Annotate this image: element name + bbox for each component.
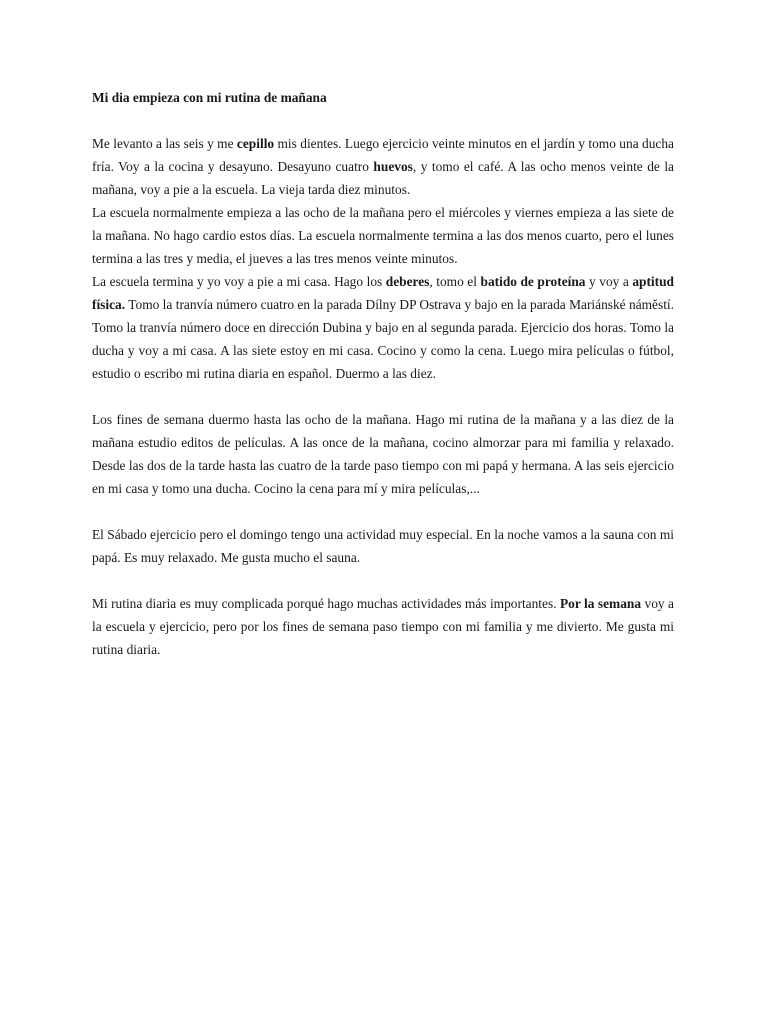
text-run: , y tomo el café. A las ocho menos veinte de la mañana, voy a pie a la escuela. La vieja tarda diez minutos. — [92, 159, 674, 197]
bold-word: huevos — [373, 159, 413, 174]
paragraph-gap — [92, 569, 674, 592]
bold-word: Por la semana — [559, 596, 642, 611]
text-run: voy a la escuela y ejercicio, pero por los fines de semana paso tiempo con mi familia y me divierto. Me gusta mi rutina diaria. — [92, 596, 674, 657]
paragraph-morning — [92, 132, 674, 201]
text-run: La escuela termina y yo voy a pie a mi casa. Hago los — [92, 274, 386, 289]
paragraph-gap — [92, 385, 674, 408]
text-run: mis dientes. Luego ejercicio veinte minutos en el jardín y tomo una ducha fría. Voy a la cocina y desayuno. Desayuno cuatro — [92, 136, 674, 174]
document-body — [92, 86, 674, 661]
bold-word: deberes — [385, 274, 430, 289]
text-run: Mi rutina diaria es muy complicada porqué hago muchas actividades más importantes. — [92, 596, 560, 611]
paragraph-gap — [92, 500, 674, 523]
text-run: Me levanto a las seis y me — [92, 136, 237, 151]
text-run: , tomo el — [429, 274, 481, 289]
bold-word: cepillo — [236, 136, 275, 151]
text-run: Tomo la tranvía número cuatro en la parada Dílny DP Ostrava y bajo en la parada Mariánské náměstí. Tomo la tranvía número doce en dirección Dubina y bajo en al segunda parada. Ejercicio dos horas. Tomo la ducha y voy a mi casa. A las siete estoy en mi casa. Cocino y como la cena. Luego mira películas o fútbol, estudio o escribo mi rutina diaria en español. Duermo a las diez. — [92, 297, 674, 381]
text-run: y voy a — [585, 274, 633, 289]
bold-word: aptitud física. — [92, 274, 675, 312]
bold-word: batido de proteína — [480, 274, 586, 289]
paragraph-weekend: Los fines de semana duermo hasta las ocho de la mañana. Hago mi rutina de la mañana y a las diez de la mañana estudio editos de películas. A las once de la mañana, cocino almorzar para mi familia y relaxado. Desde las dos de la tarde hasta las cuatro de la tarde paso tiempo con mi papá y hermana. A las seis ejercicio en mi casa y tomo una ducha. Cocino la cena para mí y mira películas,... — [92, 412, 674, 496]
paragraph-afternoon — [92, 270, 674, 385]
document-title: Mi dia empieza con mi rutina de mañana — [92, 90, 327, 105]
paragraph-school-schedule: La escuela normalmente empieza a las ocho de la mañana pero el miércoles y viernes empieza a las siete de la mañana. No hago cardio estos días. La escuela normalmente termina a las dos menos cuarto, pero el lunes termina a las tres y media, el jueves a las tres menos veinte minutos. — [92, 205, 674, 266]
paragraph-conclusion — [92, 592, 674, 661]
paragraph-sauna: El Sábado ejercicio pero el domingo tengo una actividad muy especial. En la noche vamos a la sauna con mi papá. Es muy relaxado. Me gusta mucho el sauna. — [92, 527, 674, 565]
